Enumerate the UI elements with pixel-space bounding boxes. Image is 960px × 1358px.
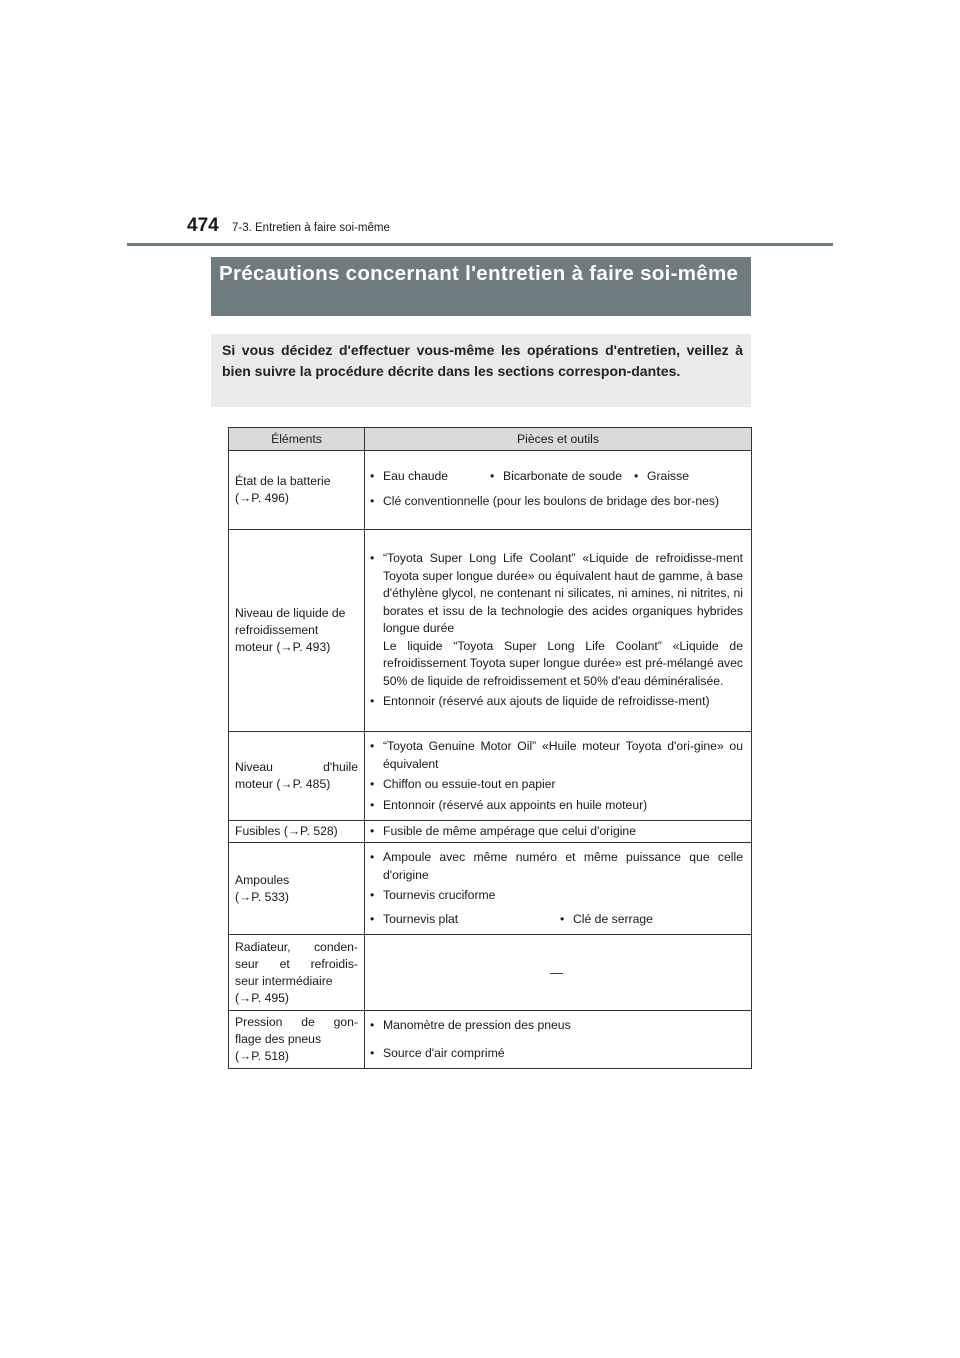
bullet: •: [634, 468, 639, 483]
table-row: [229, 451, 752, 530]
part-item: Source d'air comprimé: [383, 1045, 505, 1060]
item-line: (→P. 496): [235, 491, 289, 505]
part-item: Eau chaude: [383, 468, 449, 483]
table-row: [229, 843, 752, 935]
parts-cell: [365, 1011, 752, 1069]
parts-cell: [365, 843, 752, 935]
bullet: •: [370, 1018, 375, 1032]
item-line: Ampoules: [235, 872, 290, 887]
bullet: •: [370, 777, 375, 791]
item-line: moteur (→P. 485): [235, 777, 331, 791]
item-line: Fusibles (→P. 528): [235, 824, 338, 838]
table-header-row: [229, 428, 752, 451]
item-line: seur et refroidis-: [235, 956, 358, 971]
item-line: seur intermédiaire: [235, 973, 333, 988]
part-note: Le liquide “Toyota Super Long Life Coolant” «Liquide de refroidissement Toyota super longue durée» est pré-mélangé avec 50% de liquide de refroidissement et 50% d'eau déminéralisée.: [383, 638, 743, 688]
part-item: Tournevis plat: [383, 911, 459, 926]
item-line: Niveau de liquide de: [235, 606, 346, 620]
parts-cell: [365, 451, 752, 530]
parts-cell: [365, 530, 752, 732]
intro-box: [211, 334, 751, 407]
column-header-parts: Pièces et outils: [365, 428, 752, 451]
bullet: •: [370, 739, 375, 753]
bullet: •: [370, 888, 375, 902]
section-breadcrumb: 7-3. Entretien à faire soi-même: [232, 222, 390, 234]
item-cell: [229, 1011, 365, 1069]
item-line: Niveau d'huile: [235, 760, 358, 774]
bullet: •: [370, 694, 375, 709]
maintenance-tools-table: [228, 427, 752, 1069]
item-cell: [229, 843, 365, 935]
item-cell: [229, 451, 365, 530]
bullet: •: [370, 911, 375, 926]
part-item: Tournevis cruciforme: [383, 888, 496, 902]
item-cell: [229, 732, 365, 821]
part-item: Graisse: [647, 468, 689, 483]
parts-cell: [365, 821, 752, 843]
bullet: •: [370, 797, 375, 812]
item-line: (→P. 533): [235, 889, 289, 904]
part-item: Entonnoir (réservé aux appoints en huile moteur): [383, 797, 648, 812]
bullet: •: [560, 911, 565, 926]
table-row: [229, 1011, 752, 1069]
part-item: Manomètre de pression des pneus: [383, 1018, 571, 1032]
bullet: •: [370, 850, 375, 864]
item-line: refroidissement: [235, 623, 319, 637]
part-item: Ampoule avec même numéro et même puissance que celle d'origine: [383, 850, 743, 882]
bullet: •: [370, 494, 375, 508]
item-cell: [229, 935, 365, 1011]
bullet: •: [370, 551, 375, 566]
section-title: Précautions concernant l'entretien à faire soi-même: [219, 262, 739, 285]
part-item: Clé de serrage: [573, 911, 653, 926]
table-row: [229, 732, 752, 821]
table-row: [229, 821, 752, 843]
part-item: “Toyota Genuine Motor Oil” «Huile moteur Toyota d'ori-gine» ou équivalent: [383, 739, 743, 771]
bullet: •: [370, 823, 375, 838]
parts-cell-empty: —: [365, 935, 752, 1011]
part-item: “Toyota Super Long Life Coolant” «Liquide de refroidisse-ment Toyota super longue durée» ou équivalent haut de gamme, à base d'éthylène glycol, ne contenant ni silicates, ni amines, ni nitrites, ni borates et issu de la technologie des acides organiques hybrides longue durée: [383, 551, 743, 636]
item-line: flage des pneus: [235, 1032, 322, 1046]
item-line: (→P. 495): [235, 990, 289, 1005]
intro-text: Si vous décidez d'effectuer vous-même les opérations d'entretien, veillez à bien suivre la procédure décrite dans les sections correspon-dantes.: [222, 342, 743, 379]
item-cell: [229, 530, 365, 732]
part-item: Clé conventionnelle (pour les boulons de bridage des bor-nes): [383, 494, 720, 508]
column-header-items: Éléments: [229, 428, 365, 451]
parts-cell: [365, 732, 752, 821]
part-item: Bicarbonate de soude: [503, 468, 622, 483]
bullet: •: [370, 1045, 375, 1060]
item-line: Radiateur, conden-: [235, 939, 358, 954]
bullet: •: [490, 468, 495, 483]
header-divider: [127, 243, 833, 246]
table-row: [229, 935, 752, 1011]
page-number: 474: [187, 215, 219, 236]
item-cell: [229, 821, 365, 843]
bullet: •: [370, 468, 375, 483]
section-title-banner: [211, 257, 751, 316]
item-line: (→P. 518): [235, 1049, 289, 1063]
item-line: Pression de gon-: [235, 1015, 358, 1029]
table-row: [229, 530, 752, 732]
item-line: État de la batterie: [235, 474, 331, 488]
item-line: moteur (→P. 493): [235, 640, 331, 654]
part-item: Fusible de même ampérage que celui d'origine: [383, 823, 636, 838]
part-item: Chiffon ou essuie-tout en papier: [383, 777, 556, 791]
part-item: Entonnoir (réservé aux ajouts de liquide de refroidisse-ment): [383, 694, 710, 709]
